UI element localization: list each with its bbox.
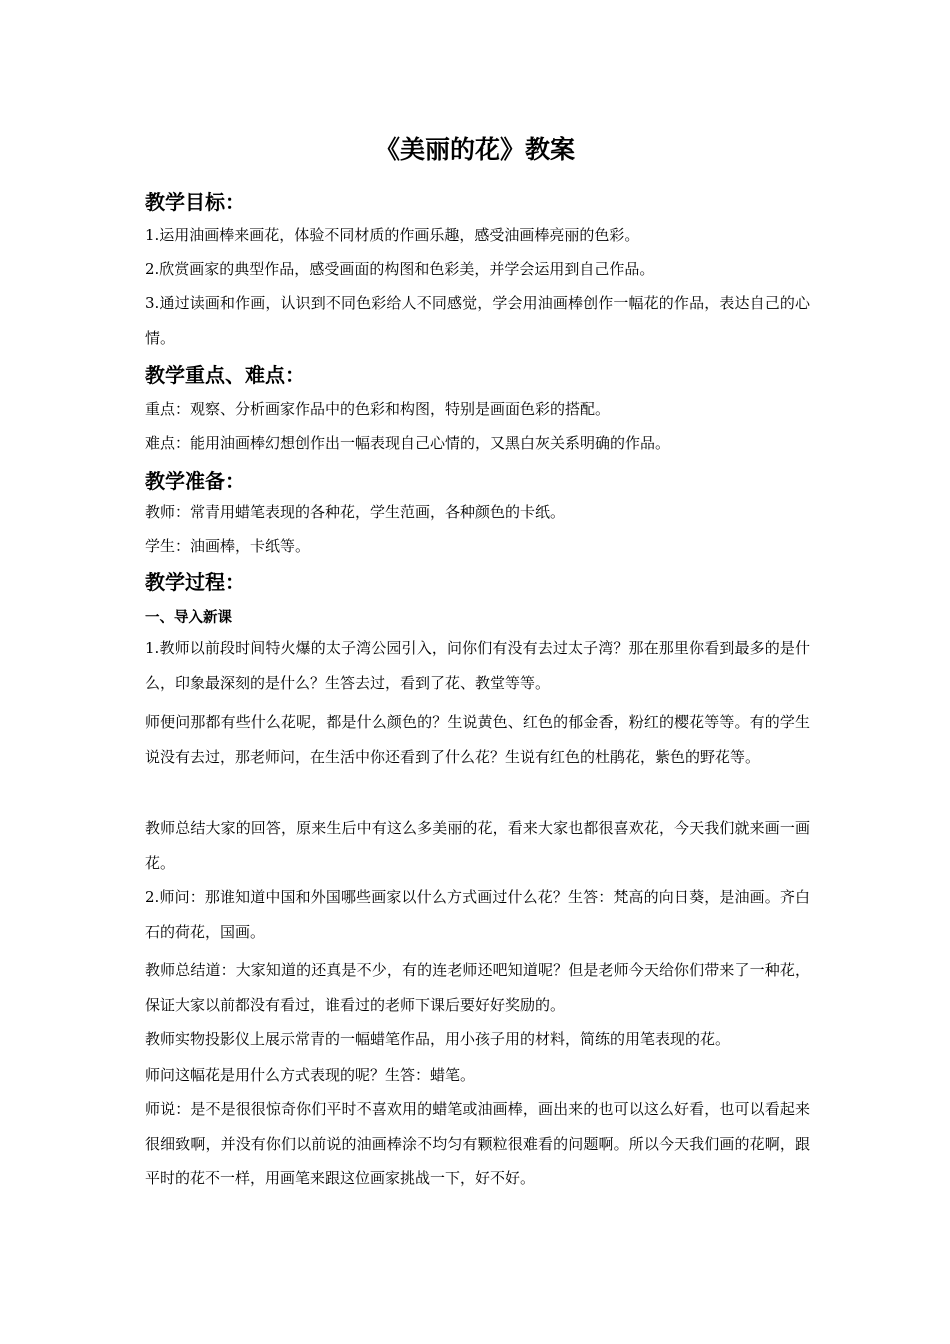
objective-item: 2.欣赏画家的典型作品，感受画面的构图和色彩美，并学会运用到自己作品。 (145, 260, 655, 278)
page-title: 《美丽的花》教案 (374, 135, 575, 164)
process-paragraph: 师问这幅花是用什么方式表现的呢？生答：蜡笔。 (145, 1066, 476, 1084)
objective-item: 3.通过读画和作画，认识到不同色彩给人不同感觉，学会用油画棒创作一幅花的作品，表达自己的心情。 (145, 294, 810, 347)
objectives-heading: 教学目标： (145, 190, 245, 214)
preparation-heading: 教学准备： (145, 469, 245, 493)
process-paragraph: 1.教师以前段时间特火爆的太子湾公园引入，问你们有没有去过太子湾？那在那里你看到最多的是什么，印象最深刻的是什么？生答去过，看到了花、教堂等等。 (145, 639, 810, 692)
key-point-item: 难点：能用油画棒幻想创作出一幅表现自己心情的，又黑白灰关系明确的作品。 (145, 434, 671, 452)
key-points-heading: 教学重点、难点： (145, 363, 305, 387)
process-paragraph: 教师总结大家的回答，原来生后中有这么多美丽的花，看来大家也都很喜欢花，今天我们就来画一画花。 (145, 819, 810, 872)
process-heading: 教学过程： (145, 570, 245, 594)
process-paragraph: 2.师问：那谁知道中国和外国哪些画家以什么方式画过什么花？生答：梵高的向日葵，是油画。齐白石的荷花，国画。 (145, 888, 810, 941)
process-paragraph: 教师总结道：大家知道的还真是不少，有的连老师还吧知道呢？但是老师今天给你们带来了一种花，保证大家以前都没有看过，谁看过的老师下课后要好好奖励的。 (145, 961, 810, 1014)
process-paragraph: 教师实物投影仪上展示常青的一幅蜡笔作品，用小孩子用的材料，简练的用笔表现的花。 (145, 1030, 731, 1048)
objective-item: 1.运用油画棒来画花，体验不同材质的作画乐趣，感受油画棒亮丽的色彩。 (145, 226, 640, 244)
key-point-item: 重点：观察、分析画家作品中的色彩和构图，特别是画面色彩的搭配。 (145, 400, 611, 418)
section-heading: 一、导入新课 (145, 610, 232, 626)
preparation-item: 教师：常青用蜡笔表现的各种花，学生范画，各种颜色的卡纸。 (145, 503, 566, 521)
preparation-item: 学生：油画棒，卡纸等。 (145, 537, 311, 555)
process-paragraph: 师说：是不是很很惊奇你们平时不喜欢用的蜡笔或油画棒，画出来的也可以这么好看，也可以看起来很细致啊，并没有你们以前说的油画棒涂不均匀有颗粒很难看的问题啊。所以今天我们画的花啊，跟平时的花不一样，用画笔来跟这位画家挑战一下，好不好。 (145, 1100, 810, 1187)
process-paragraph: 师便问那都有些什么花呢，都是什么颜色的？生说黄色、红色的郁金香，粉红的樱花等等。有的学生说没有去过，那老师问，在生活中你还看到了什么花？生说有红色的杜鹃花，紫色的野花等。 (145, 713, 810, 766)
